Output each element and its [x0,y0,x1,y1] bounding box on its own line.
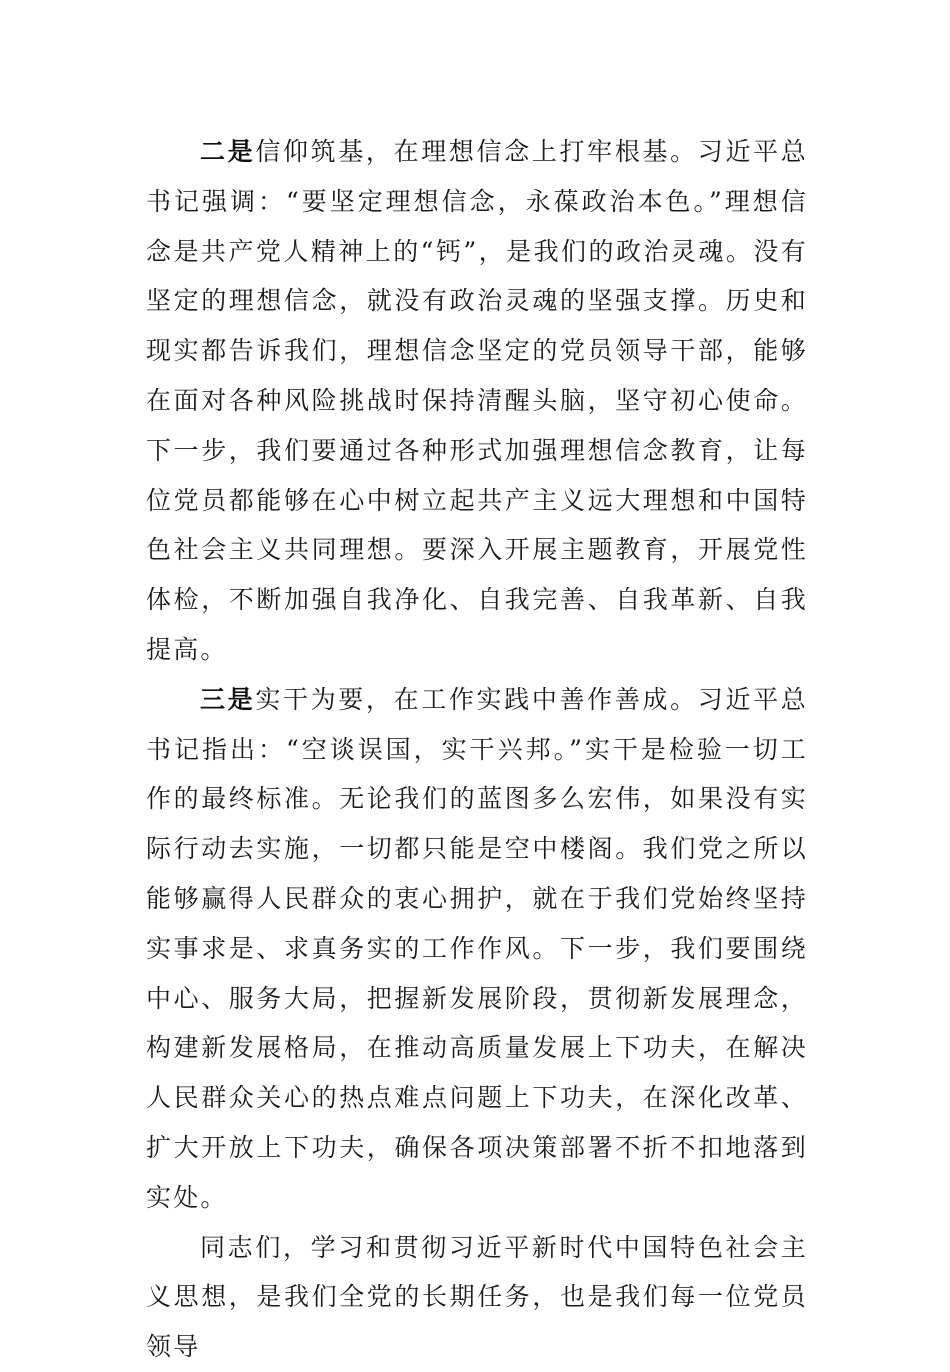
paragraph-lead-label: 三是 [200,684,256,714]
paragraph-text: 实干为要，在工作实践中善作善成。习近平总书记指出：“空谈误国，实干兴邦。”实干是检验一切工作的最终标准。无论我们的蓝图多么宏伟，如果没有实际行动去实施，一切都只能是空中楼阁。我们党之所以能够赢得人民群众的衷心拥护，就在于我们党始终坚持实事求是、求真务实的工作作风。下一步，我们要围绕中心、服务大局，把握新发展阶段，贯彻新发展理念，构建新发展格局，在推动高质量发展上下功夫，在解决人民群众关心的热点难点问题上下功夫，在深化改革、扩大开放上下功夫，确保各项决策部署不折不扣地落到实处。 [146,684,808,1212]
paragraph-text: 信仰筑基，在理想信念上打牢根基。习近平总书记强调：“要坚定理想信念，永葆政治本色。”理想信念是共产党人精神上的“钙”，是我们的政治灵魂。没有坚定的理想信念，就没有政治灵魂的坚强支撑。历史和现实都告诉我们，理想信念坚定的党员领导干部，能够在面对各种风险挑战时保持清醒头脑，坚守初心使命。下一步，我们要通过各种形式加强理想信念教育，让每位党员都能够在心中树立起共产主义远大理想和中国特色社会主义共同理想。要深入开展主题教育，开展党性体检，不断加强自我净化、自我完善、自我革新、自我提高。 [146,137,808,664]
paragraph-second-point [146,127,808,675]
paragraph-lead-label: 二是 [200,137,256,166]
paragraph-text: 同志们，学习和贯彻习近平新时代中国特色社会主义思想，是我们全党的长期任务，也是我们每一位党员领导 [146,1232,808,1362]
document-body [146,127,808,1372]
paragraph-closing [146,1223,808,1372]
paragraph-third-point [146,675,808,1223]
